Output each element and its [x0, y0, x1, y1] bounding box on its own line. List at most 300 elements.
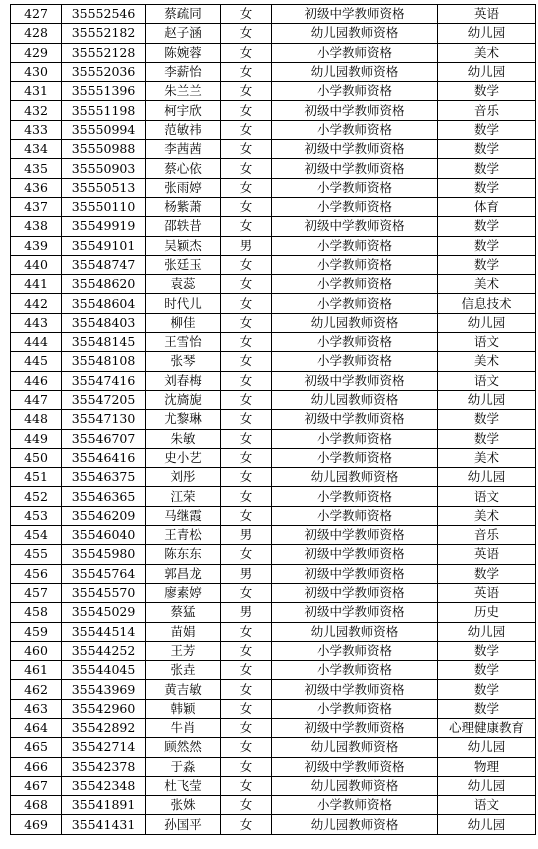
gender-cell: 女 [221, 101, 272, 120]
subject-cell: 美术 [438, 352, 536, 371]
subject-cell: 语文 [438, 371, 536, 390]
gender-cell: 女 [221, 390, 272, 409]
candidate-id-cell: 35546365 [62, 487, 146, 506]
table-row [11, 622, 536, 641]
candidate-id-cell: 35551396 [62, 82, 146, 101]
candidate-id-cell: 35550903 [62, 159, 146, 178]
row-number-cell: 452 [11, 487, 62, 506]
table-row [11, 217, 536, 236]
candidate-id-cell: 35541431 [62, 815, 146, 834]
certificate-type-cell: 幼儿园教师资格 [272, 622, 438, 641]
candidate-id-cell: 35546416 [62, 448, 146, 467]
certificate-type-cell: 初级中学教师资格 [272, 680, 438, 699]
row-number-cell: 468 [11, 796, 62, 815]
candidate-name-cell: 尤黎琳 [146, 410, 221, 429]
row-number-cell: 432 [11, 101, 62, 120]
row-number-cell: 441 [11, 275, 62, 294]
row-number-cell: 442 [11, 294, 62, 313]
candidate-name-cell: 江荣 [146, 487, 221, 506]
gender-cell: 女 [221, 333, 272, 352]
subject-cell: 幼儿园 [438, 622, 536, 641]
gender-cell: 女 [221, 371, 272, 390]
certificate-type-cell: 小学教师资格 [272, 487, 438, 506]
gender-cell: 男 [221, 564, 272, 583]
certificate-type-cell: 小学教师资格 [272, 661, 438, 680]
certificate-type-cell: 初级中学教师资格 [272, 757, 438, 776]
certificate-type-cell: 小学教师资格 [272, 796, 438, 815]
candidate-name-cell: 邵轶昔 [146, 217, 221, 236]
subject-cell: 英语 [438, 545, 536, 564]
candidate-name-cell: 杨紫萧 [146, 197, 221, 216]
candidate-name-cell: 王青松 [146, 526, 221, 545]
row-number-cell: 445 [11, 352, 62, 371]
candidate-name-cell: 刘彤 [146, 468, 221, 487]
row-number-cell: 462 [11, 680, 62, 699]
certificate-type-cell: 小学教师资格 [272, 699, 438, 718]
candidate-id-cell: 35542714 [62, 738, 146, 757]
subject-cell: 数学 [438, 564, 536, 583]
gender-cell: 女 [221, 140, 272, 159]
row-number-cell: 460 [11, 641, 62, 660]
row-number-cell: 464 [11, 718, 62, 737]
subject-cell: 美术 [438, 506, 536, 525]
row-number-cell: 447 [11, 390, 62, 409]
gender-cell: 女 [221, 699, 272, 718]
candidate-name-cell: 朱敏 [146, 429, 221, 448]
candidate-id-cell: 35549101 [62, 236, 146, 255]
candidate-id-cell: 35546209 [62, 506, 146, 525]
subject-cell: 语文 [438, 333, 536, 352]
candidate-name-cell: 史小艺 [146, 448, 221, 467]
subject-cell: 美术 [438, 43, 536, 62]
subject-cell: 英语 [438, 583, 536, 602]
subject-cell: 数学 [438, 217, 536, 236]
gender-cell: 女 [221, 661, 272, 680]
subject-cell: 数学 [438, 410, 536, 429]
row-number-cell: 455 [11, 545, 62, 564]
candidate-name-cell: 张姝 [146, 796, 221, 815]
candidate-name-cell: 张廷玉 [146, 255, 221, 274]
subject-cell: 数学 [438, 159, 536, 178]
certificate-type-cell: 小学教师资格 [272, 352, 438, 371]
certificate-type-cell: 初级中学教师资格 [272, 410, 438, 429]
table-row [11, 159, 536, 178]
candidate-name-cell: 袁蕊 [146, 275, 221, 294]
table-row [11, 313, 536, 332]
subject-cell: 数学 [438, 429, 536, 448]
candidate-name-cell: 时代儿 [146, 294, 221, 313]
subject-cell: 幼儿园 [438, 738, 536, 757]
table-row [11, 82, 536, 101]
subject-cell: 数学 [438, 255, 536, 274]
table-body [11, 5, 536, 835]
candidate-name-cell: 赵子涵 [146, 24, 221, 43]
candidate-name-cell: 蔡猛 [146, 603, 221, 622]
subject-cell: 数学 [438, 641, 536, 660]
certificate-type-cell: 初级中学教师资格 [272, 159, 438, 178]
candidate-id-cell: 35548145 [62, 333, 146, 352]
table-row [11, 506, 536, 525]
certificate-type-cell: 幼儿园教师资格 [272, 62, 438, 81]
certificate-type-cell: 小学教师资格 [272, 333, 438, 352]
table-row [11, 468, 536, 487]
gender-cell: 女 [221, 718, 272, 737]
table-row [11, 43, 536, 62]
candidate-id-cell: 35543969 [62, 680, 146, 699]
table-row [11, 699, 536, 718]
table-row [11, 680, 536, 699]
candidate-name-cell: 刘春梅 [146, 371, 221, 390]
subject-cell: 幼儿园 [438, 468, 536, 487]
table-row [11, 776, 536, 795]
row-number-cell: 463 [11, 699, 62, 718]
subject-cell: 数学 [438, 120, 536, 139]
certificate-type-cell: 小学教师资格 [272, 197, 438, 216]
gender-cell: 女 [221, 120, 272, 139]
candidate-id-cell: 35544045 [62, 661, 146, 680]
table-row [11, 275, 536, 294]
row-number-cell: 451 [11, 468, 62, 487]
certificate-type-cell: 初级中学教师资格 [272, 140, 438, 159]
document-page [10, 4, 536, 835]
row-number-cell: 466 [11, 757, 62, 776]
candidate-id-cell: 35552182 [62, 24, 146, 43]
candidate-name-cell: 于淼 [146, 757, 221, 776]
table-row [11, 718, 536, 737]
gender-cell: 女 [221, 275, 272, 294]
row-number-cell: 428 [11, 24, 62, 43]
candidate-name-cell: 李薪怡 [146, 62, 221, 81]
subject-cell: 幼儿园 [438, 62, 536, 81]
certificate-type-cell: 初级中学教师资格 [272, 564, 438, 583]
gender-cell: 女 [221, 680, 272, 699]
subject-cell: 英语 [438, 5, 536, 24]
row-number-cell: 459 [11, 622, 62, 641]
candidate-name-cell: 范敏祎 [146, 120, 221, 139]
candidate-name-cell: 王雪怡 [146, 333, 221, 352]
table-row [11, 448, 536, 467]
candidate-id-cell: 35552546 [62, 5, 146, 24]
gender-cell: 女 [221, 506, 272, 525]
certificate-type-cell: 初级中学教师资格 [272, 371, 438, 390]
candidate-name-cell: 韩颖 [146, 699, 221, 718]
subject-cell: 音乐 [438, 526, 536, 545]
gender-cell: 女 [221, 24, 272, 43]
row-number-cell: 427 [11, 5, 62, 24]
candidate-id-cell: 35545570 [62, 583, 146, 602]
gender-cell: 女 [221, 429, 272, 448]
row-number-cell: 429 [11, 43, 62, 62]
gender-cell: 女 [221, 294, 272, 313]
candidate-id-cell: 35547130 [62, 410, 146, 429]
candidate-name-cell: 郭昌龙 [146, 564, 221, 583]
certificate-type-cell: 小学教师资格 [272, 120, 438, 139]
candidate-id-cell: 35546040 [62, 526, 146, 545]
table-row [11, 564, 536, 583]
certificate-type-cell: 初级中学教师资格 [272, 583, 438, 602]
gender-cell: 女 [221, 622, 272, 641]
certificate-type-cell: 幼儿园教师资格 [272, 738, 438, 757]
certificate-type-cell: 初级中学教师资格 [272, 526, 438, 545]
table-row [11, 5, 536, 24]
candidate-id-cell: 35544514 [62, 622, 146, 641]
subject-cell: 语文 [438, 796, 536, 815]
candidate-id-cell: 35545764 [62, 564, 146, 583]
candidate-id-cell: 35547416 [62, 371, 146, 390]
gender-cell: 女 [221, 815, 272, 834]
subject-cell: 语文 [438, 487, 536, 506]
candidate-id-cell: 35548604 [62, 294, 146, 313]
gender-cell: 女 [221, 313, 272, 332]
table-row [11, 294, 536, 313]
candidate-id-cell: 35551198 [62, 101, 146, 120]
row-number-cell: 449 [11, 429, 62, 448]
table-row [11, 390, 536, 409]
row-number-cell: 443 [11, 313, 62, 332]
candidate-id-cell: 35542378 [62, 757, 146, 776]
row-number-cell: 435 [11, 159, 62, 178]
certificate-type-cell: 小学教师资格 [272, 294, 438, 313]
subject-cell: 数学 [438, 236, 536, 255]
row-number-cell: 448 [11, 410, 62, 429]
subject-cell: 体育 [438, 197, 536, 216]
table-row [11, 429, 536, 448]
candidate-name-cell: 孙国平 [146, 815, 221, 834]
table-row [11, 815, 536, 834]
candidate-name-cell: 张雨婷 [146, 178, 221, 197]
gender-cell: 女 [221, 583, 272, 602]
candidate-name-cell: 张垚 [146, 661, 221, 680]
gender-cell: 女 [221, 545, 272, 564]
gender-cell: 女 [221, 5, 272, 24]
table-row [11, 583, 536, 602]
gender-cell: 女 [221, 776, 272, 795]
gender-cell: 女 [221, 448, 272, 467]
row-number-cell: 453 [11, 506, 62, 525]
gender-cell: 女 [221, 796, 272, 815]
table-row [11, 738, 536, 757]
table-row [11, 371, 536, 390]
gender-cell: 女 [221, 255, 272, 274]
candidate-name-cell: 朱兰兰 [146, 82, 221, 101]
certificate-type-cell: 小学教师资格 [272, 236, 438, 255]
row-number-cell: 444 [11, 333, 62, 352]
gender-cell: 女 [221, 43, 272, 62]
candidate-id-cell: 35542348 [62, 776, 146, 795]
subject-cell: 数学 [438, 178, 536, 197]
certificate-type-cell: 幼儿园教师资格 [272, 390, 438, 409]
candidate-id-cell: 35544252 [62, 641, 146, 660]
subject-cell: 数学 [438, 661, 536, 680]
certificate-type-cell: 初级中学教师资格 [272, 217, 438, 236]
subject-cell: 物理 [438, 757, 536, 776]
subject-cell: 历史 [438, 603, 536, 622]
row-number-cell: 450 [11, 448, 62, 467]
subject-cell: 数学 [438, 699, 536, 718]
candidate-id-cell: 35542892 [62, 718, 146, 737]
subject-cell: 心理健康教育 [438, 718, 536, 737]
table-row [11, 487, 536, 506]
certificate-type-cell: 幼儿园教师资格 [272, 313, 438, 332]
table-row [11, 140, 536, 159]
candidate-id-cell: 35548620 [62, 275, 146, 294]
gender-cell: 女 [221, 468, 272, 487]
candidate-table [10, 4, 536, 835]
candidate-id-cell: 35552036 [62, 62, 146, 81]
subject-cell: 幼儿园 [438, 815, 536, 834]
row-number-cell: 434 [11, 140, 62, 159]
row-number-cell: 440 [11, 255, 62, 274]
certificate-type-cell: 初级中学教师资格 [272, 101, 438, 120]
table-row [11, 545, 536, 564]
row-number-cell: 467 [11, 776, 62, 795]
certificate-type-cell: 幼儿园教师资格 [272, 24, 438, 43]
certificate-type-cell: 初级中学教师资格 [272, 5, 438, 24]
row-number-cell: 430 [11, 62, 62, 81]
table-row [11, 526, 536, 545]
candidate-id-cell: 35545980 [62, 545, 146, 564]
table-row [11, 101, 536, 120]
subject-cell: 幼儿园 [438, 776, 536, 795]
candidate-id-cell: 35548403 [62, 313, 146, 332]
certificate-type-cell: 初级中学教师资格 [272, 603, 438, 622]
candidate-name-cell: 杜飞莹 [146, 776, 221, 795]
candidate-id-cell: 35550513 [62, 178, 146, 197]
gender-cell: 女 [221, 159, 272, 178]
candidate-name-cell: 牛肖 [146, 718, 221, 737]
row-number-cell: 433 [11, 120, 62, 139]
candidate-name-cell: 张琴 [146, 352, 221, 371]
subject-cell: 幼儿园 [438, 390, 536, 409]
certificate-type-cell: 小学教师资格 [272, 255, 438, 274]
subject-cell: 音乐 [438, 101, 536, 120]
subject-cell: 幼儿园 [438, 24, 536, 43]
row-number-cell: 458 [11, 603, 62, 622]
candidate-name-cell: 李茜茜 [146, 140, 221, 159]
certificate-type-cell: 幼儿园教师资格 [272, 468, 438, 487]
candidate-id-cell: 35552128 [62, 43, 146, 62]
certificate-type-cell: 小学教师资格 [272, 82, 438, 101]
candidate-name-cell: 柯宇欣 [146, 101, 221, 120]
table-row [11, 352, 536, 371]
candidate-name-cell: 王芳 [146, 641, 221, 660]
table-row [11, 333, 536, 352]
certificate-type-cell: 小学教师资格 [272, 506, 438, 525]
candidate-id-cell: 35550994 [62, 120, 146, 139]
candidate-name-cell: 陈婉蓉 [146, 43, 221, 62]
candidate-name-cell: 马继霞 [146, 506, 221, 525]
gender-cell: 女 [221, 641, 272, 660]
subject-cell: 数学 [438, 680, 536, 699]
row-number-cell: 454 [11, 526, 62, 545]
certificate-type-cell: 幼儿园教师资格 [272, 776, 438, 795]
candidate-id-cell: 35548108 [62, 352, 146, 371]
certificate-type-cell: 小学教师资格 [272, 43, 438, 62]
gender-cell: 男 [221, 603, 272, 622]
certificate-type-cell: 小学教师资格 [272, 275, 438, 294]
subject-cell: 美术 [438, 275, 536, 294]
candidate-id-cell: 35541891 [62, 796, 146, 815]
candidate-id-cell: 35550988 [62, 140, 146, 159]
subject-cell: 信息技术 [438, 294, 536, 313]
row-number-cell: 431 [11, 82, 62, 101]
certificate-type-cell: 小学教师资格 [272, 641, 438, 660]
candidate-id-cell: 35548747 [62, 255, 146, 274]
gender-cell: 男 [221, 526, 272, 545]
candidate-id-cell: 35546707 [62, 429, 146, 448]
candidate-name-cell: 黄吉敏 [146, 680, 221, 699]
candidate-id-cell: 35545029 [62, 603, 146, 622]
row-number-cell: 465 [11, 738, 62, 757]
candidate-name-cell: 蔡心依 [146, 159, 221, 178]
table-row [11, 641, 536, 660]
row-number-cell: 437 [11, 197, 62, 216]
gender-cell: 女 [221, 757, 272, 776]
table-row [11, 178, 536, 197]
subject-cell: 数学 [438, 140, 536, 159]
table-row [11, 62, 536, 81]
certificate-type-cell: 小学教师资格 [272, 448, 438, 467]
gender-cell: 女 [221, 62, 272, 81]
gender-cell: 女 [221, 487, 272, 506]
certificate-type-cell: 初级中学教师资格 [272, 545, 438, 564]
table-row [11, 796, 536, 815]
table-row [11, 661, 536, 680]
candidate-name-cell: 蔡疏同 [146, 5, 221, 24]
certificate-type-cell: 初级中学教师资格 [272, 718, 438, 737]
candidate-name-cell: 吴颖杰 [146, 236, 221, 255]
table-row [11, 255, 536, 274]
candidate-name-cell: 苗娟 [146, 622, 221, 641]
gender-cell: 女 [221, 410, 272, 429]
gender-cell: 女 [221, 178, 272, 197]
candidate-id-cell: 35550110 [62, 197, 146, 216]
certificate-type-cell: 小学教师资格 [272, 178, 438, 197]
candidate-name-cell: 廖素婷 [146, 583, 221, 602]
certificate-type-cell: 幼儿园教师资格 [272, 815, 438, 834]
candidate-id-cell: 35542960 [62, 699, 146, 718]
table-row [11, 603, 536, 622]
row-number-cell: 438 [11, 217, 62, 236]
candidate-name-cell: 沈旖旎 [146, 390, 221, 409]
row-number-cell: 456 [11, 564, 62, 583]
candidate-id-cell: 35547205 [62, 390, 146, 409]
candidate-id-cell: 35549919 [62, 217, 146, 236]
subject-cell: 数学 [438, 82, 536, 101]
table-row [11, 757, 536, 776]
subject-cell: 美术 [438, 448, 536, 467]
row-number-cell: 436 [11, 178, 62, 197]
candidate-name-cell: 柳佳 [146, 313, 221, 332]
gender-cell: 女 [221, 82, 272, 101]
table-row [11, 24, 536, 43]
row-number-cell: 461 [11, 661, 62, 680]
row-number-cell: 446 [11, 371, 62, 390]
certificate-type-cell: 小学教师资格 [272, 429, 438, 448]
candidate-id-cell: 35546375 [62, 468, 146, 487]
gender-cell: 女 [221, 738, 272, 757]
gender-cell: 女 [221, 217, 272, 236]
table-row [11, 197, 536, 216]
gender-cell: 女 [221, 352, 272, 371]
row-number-cell: 469 [11, 815, 62, 834]
gender-cell: 男 [221, 236, 272, 255]
row-number-cell: 457 [11, 583, 62, 602]
table-row [11, 236, 536, 255]
candidate-name-cell: 陈东东 [146, 545, 221, 564]
table-row [11, 410, 536, 429]
table-row [11, 120, 536, 139]
